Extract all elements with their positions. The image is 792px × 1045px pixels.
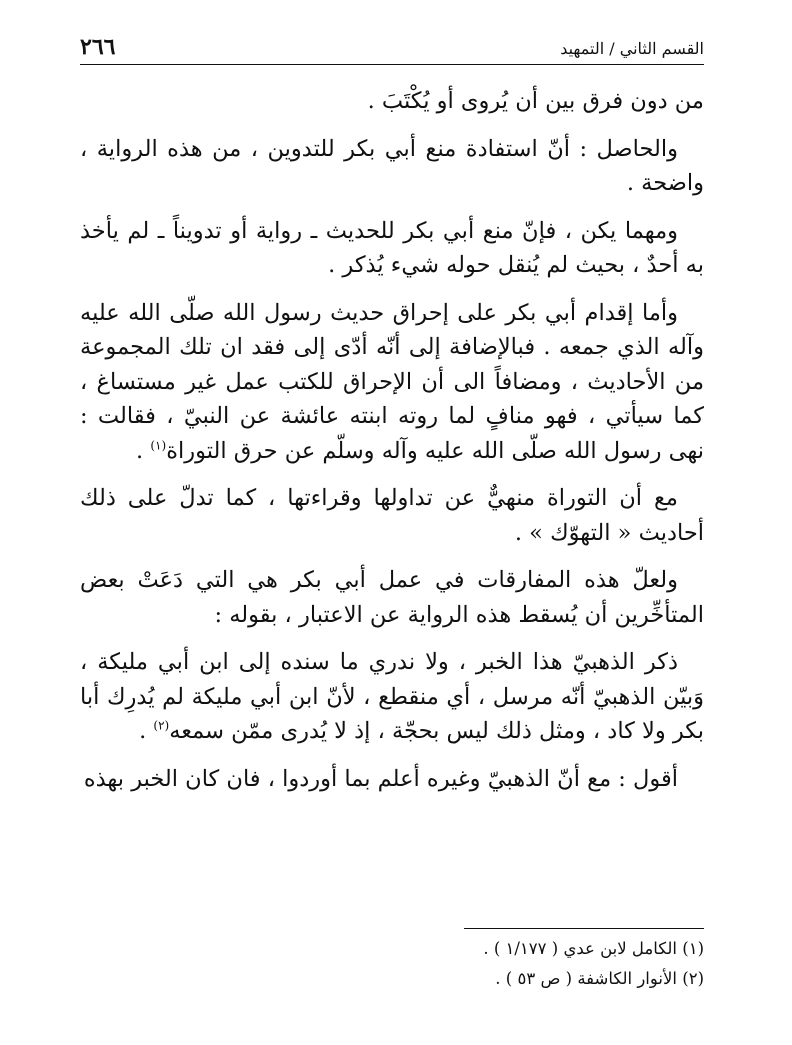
footnotes bbox=[80, 934, 704, 994]
paragraph: مع أن التوراة منهيٌّ عن تداولها وقراءتها ، كما تدلّ على ذلك أحاديث « التهوّك » . bbox=[80, 485, 704, 546]
paragraph-text: وأما إقدام أبي بكر على إحراق حديث رسول الله صلّى الله عليه وآله الذي جمعه . فبالإضافة إلى أنّه أدّى إلى فقد ان تلك المجموعة من الأحاديث ، ومضافاً الى أن الإحراق للكتب عمل غير مستساغ ، كما سيأتي ، فهو منافٍ لما روته ابنته عائشة عن النبيّ ، فقالت : نهى رسول الله صلّى الله عليه وآله وسلّم عن حرق التوراة bbox=[80, 299, 704, 464]
page-number: ٢٦٦ bbox=[80, 34, 116, 60]
paragraph bbox=[80, 296, 704, 469]
paragraph-text: ذكر الذهبيّ هذا الخبر ، ولا ندري ما سنده إلى ابن أبي مليكة ، وَبيّن الذهبيّ أنّه مرسل ، أي منقطع ، لأنّ ابن أبي مليكة لم يُدرِك أبا بكر ولا كاد ، ومثل ذلك ليس بحجّة ، إذ لا يُدرى ممّن سمعه bbox=[80, 649, 704, 744]
sentence-end: . bbox=[139, 718, 154, 744]
paragraph: من دون فرق بين أن يُروى أو يُكْتَبَ . bbox=[367, 88, 704, 114]
quote-paragraph bbox=[80, 645, 704, 749]
sentence-end: . bbox=[136, 437, 151, 464]
paragraph: والحاصل : أنّ استفادة منع أبي بكر للتدوين ، من هذه الرواية ، واضحة . bbox=[80, 135, 704, 196]
paragraph: أقول : مع أنّ الذهبيّ وغيره أعلم بما أوردوا ، فان كان الخبر بهذه bbox=[83, 765, 678, 792]
paragraph: ومهما يكن ، فإنّ منع أبي بكر للحديث ـ رواية أو تدويناً ـ لم يأخذ به أحدٌ ، بحيث لم يُنقل حوله شيء يُذكر . bbox=[80, 217, 704, 278]
footnote-1: (١) الكامل لابن عدي ( ١/١٧٧ ) . bbox=[483, 939, 704, 958]
footnote-divider bbox=[464, 928, 704, 929]
page-header bbox=[80, 28, 704, 65]
main-text bbox=[80, 84, 704, 809]
footnote-ref-1[interactable]: (١) bbox=[150, 438, 167, 452]
running-head: القسم الثاني / التمهيد bbox=[560, 39, 704, 58]
paragraph: ولعلّ هذه المفارقات في عمل أبي بكر هي التي دَعَتْ بعض المتأخِّرين أن يُسقط هذه الرواية عن الاعتبار ، بقوله : bbox=[80, 567, 704, 628]
footnote-2: (٢) الأنوار الكاشفة ( ص ٥٣ ) . bbox=[495, 969, 704, 988]
footnote-ref-2[interactable]: (٢) bbox=[153, 718, 170, 733]
